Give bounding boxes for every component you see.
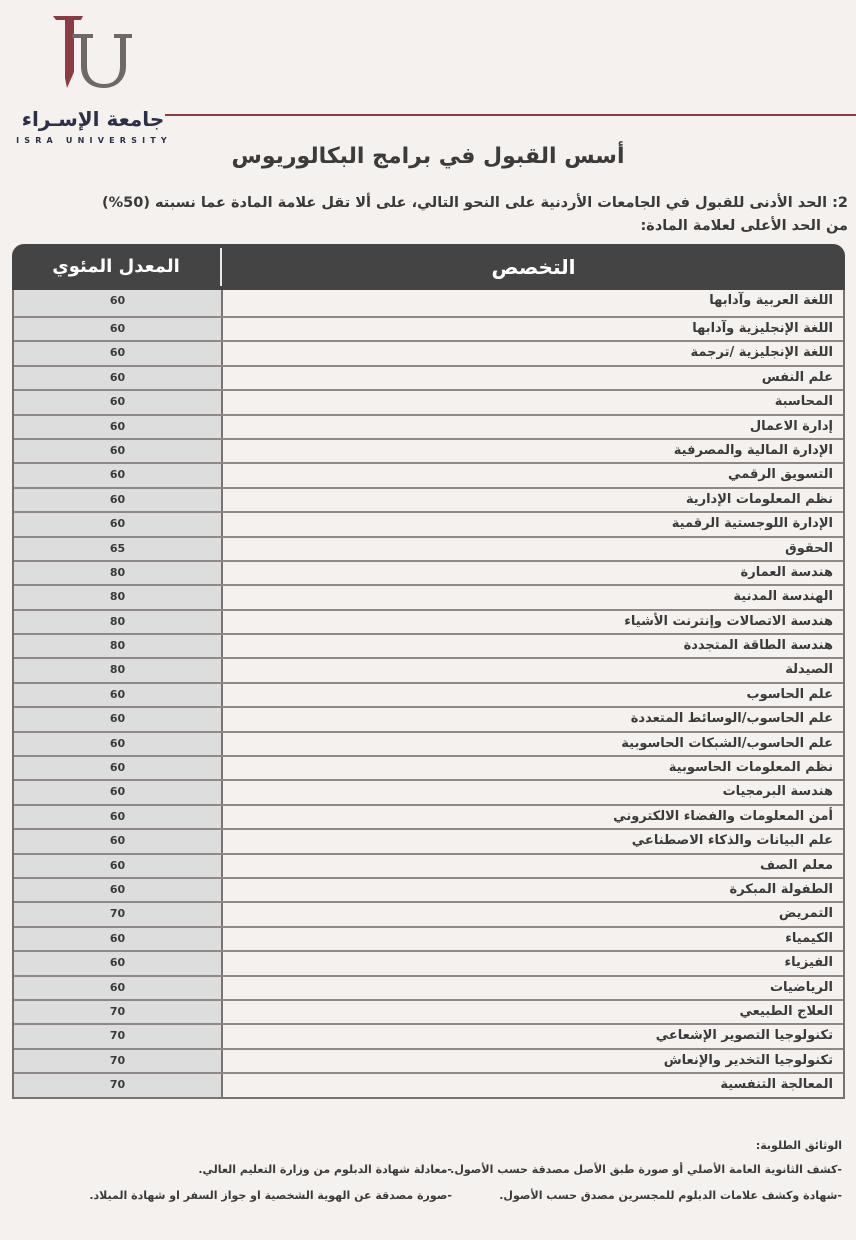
documents-title: الوثائق الطلوبة: [755,1139,842,1152]
average-cell: 70 [14,1050,223,1072]
intro-line-2: من الحد الأعلى لعلامة المادة: [640,218,848,234]
table-row [14,950,843,974]
major-cell: تكنولوجيا التخدير والإنعاش [663,1052,833,1068]
table-row [14,584,843,608]
logo-arabic-name: جامعة الإسـراء [21,107,165,131]
major-cell: هندسة العمارة [740,564,833,580]
average-cell: 80 [14,635,223,657]
document-item: -معادلة شهادة الدبلوم من وزارة التعليم العالي. [198,1163,452,1176]
document-item: -شهادة وكشف علامات الدبلوم للمجسرين مصدق حسب الأصول. [499,1189,842,1202]
table-row [14,682,843,706]
table-row [14,389,843,413]
table-row [14,609,843,633]
average-cell: 80 [14,586,223,608]
major-cell: نظم المعلومات الإدارية [685,491,833,507]
column-header-average: المعدل المئوي [12,248,222,286]
iu-monogram-icon [50,14,150,90]
average-cell: 60 [14,781,223,803]
major-cell: الحقوق [785,540,833,556]
major-cell: علم البيانات والذكاء الاصطناعي [631,833,833,849]
table-row [14,828,843,852]
major-cell: الهندسة المدنية [733,589,833,605]
table-row [14,853,843,877]
average-cell: 60 [14,708,223,730]
average-cell: 80 [14,562,223,584]
major-cell: علم الحاسوب/الوسائط المتعددة [630,711,833,727]
table-row [14,633,843,657]
average-cell: 60 [14,489,223,511]
table-row [14,657,843,681]
major-cell: الصيدلة [785,662,833,678]
table-row [14,804,843,828]
average-cell: 60 [14,318,223,340]
major-cell: هندسة الاتصالات وإنترنت الأشياء [624,613,833,629]
average-cell: 60 [14,806,223,828]
major-cell: الإدارة المالية والمصرفية [673,442,833,458]
average-cell: 60 [14,684,223,706]
average-cell: 70 [14,1001,223,1023]
average-cell: 60 [14,391,223,413]
major-cell: هندسة البرمجيات [722,784,833,800]
document-item: -صورة مصدقة عن الهوية الشخصية او جواز السفر او شهادة الميلاد. [89,1189,452,1202]
average-cell: 80 [14,611,223,633]
average-cell: 60 [14,290,223,316]
column-header-major: التخصص [491,255,576,279]
average-cell: 60 [14,440,223,462]
major-cell: الفيزياء [784,955,833,971]
major-cell: اللغة العربية وآدابها [709,293,833,308]
average-cell: 60 [14,928,223,950]
header-divider [165,114,856,116]
major-cell: علم النفس [761,369,833,385]
table-row [14,290,843,316]
table-row [14,1023,843,1047]
table-body [12,290,845,1099]
major-cell: علم الحاسوب [746,686,833,702]
document-item: -كشف الثانوية العامة الأصلي أو صورة طبق الأصل مصدقة حسب الأصول. [450,1163,842,1176]
major-cell: العلاج الطبيعي [739,1003,833,1019]
major-cell: نظم المعلومات الحاسوبية [668,760,833,776]
table-row [14,1048,843,1072]
table-row [14,901,843,925]
average-cell: 60 [14,855,223,877]
average-cell: 60 [14,416,223,438]
table-row [14,316,843,340]
required-documents [12,1136,842,1206]
admission-table [12,244,845,1099]
table-row [14,706,843,730]
intro-text [2,192,848,238]
average-cell: 60 [14,342,223,364]
page-title: أسس القبول في برامج البكالوريوس [231,144,625,169]
average-cell: 60 [14,757,223,779]
average-cell: 60 [14,733,223,755]
average-cell: 60 [14,952,223,974]
major-cell: التمريض [778,906,833,922]
average-cell: 60 [14,464,223,486]
average-cell: 60 [14,879,223,901]
table-row [14,755,843,779]
average-cell: 60 [14,513,223,535]
average-cell: 60 [14,977,223,999]
table-row [14,487,843,511]
table-row [14,438,843,462]
major-cell: هندسة الطاقة المتجددة [683,638,833,654]
table-row [14,536,843,560]
table-row [14,414,843,438]
major-cell: المعالجة التنفسية [720,1077,833,1093]
major-cell: إدارة الاعمال [749,418,833,434]
table-row [14,511,843,535]
major-cell: اللغة الإنجليزية /ترجمة [690,345,833,361]
intro-line-1: 2: الحد الأدنى للقبول في الجامعات الأردنية على النحو التالي، على ألا تقل علامة المادة عما نسبته (50%) [101,195,848,211]
table-row [14,779,843,803]
table-row [14,560,843,584]
major-cell: معلم الصف [759,857,833,873]
average-cell: 70 [14,1074,223,1096]
average-cell: 70 [14,1025,223,1047]
table-row [14,877,843,901]
average-cell: 60 [14,367,223,389]
major-cell: اللغة الإنجليزية وآدابها [692,321,833,336]
table-row [14,999,843,1023]
average-cell: 80 [14,659,223,681]
major-cell: المحاسبة [774,394,833,410]
table-row [14,462,843,486]
table-row [14,340,843,364]
major-cell: تكنولوجيا التصوير الإشعاعي [655,1028,833,1044]
major-cell: الإدارة اللوجستية الرقمية [671,516,833,532]
documents-list [12,1160,842,1206]
table-row [14,365,843,389]
major-cell: الطفولة المبكرة [729,881,833,897]
major-cell: علم الحاسوب/الشبكات الحاسوبية [621,735,833,751]
university-logo [14,14,172,145]
table-row [14,731,843,755]
table-row [14,1072,843,1096]
table-row [14,926,843,950]
average-cell: 65 [14,538,223,560]
major-cell: أمن المعلومات والفضاء الالكتروني [613,808,833,824]
table-header [12,244,845,290]
table-row [14,975,843,999]
logo-english-name: ISRA UNIVERSITY [16,136,172,145]
major-cell: التسويق الرقمي [728,467,833,483]
average-cell: 60 [14,830,223,852]
major-cell: الكيمياء [785,930,833,946]
average-cell: 70 [14,903,223,925]
major-cell: الرياضيات [769,979,833,995]
